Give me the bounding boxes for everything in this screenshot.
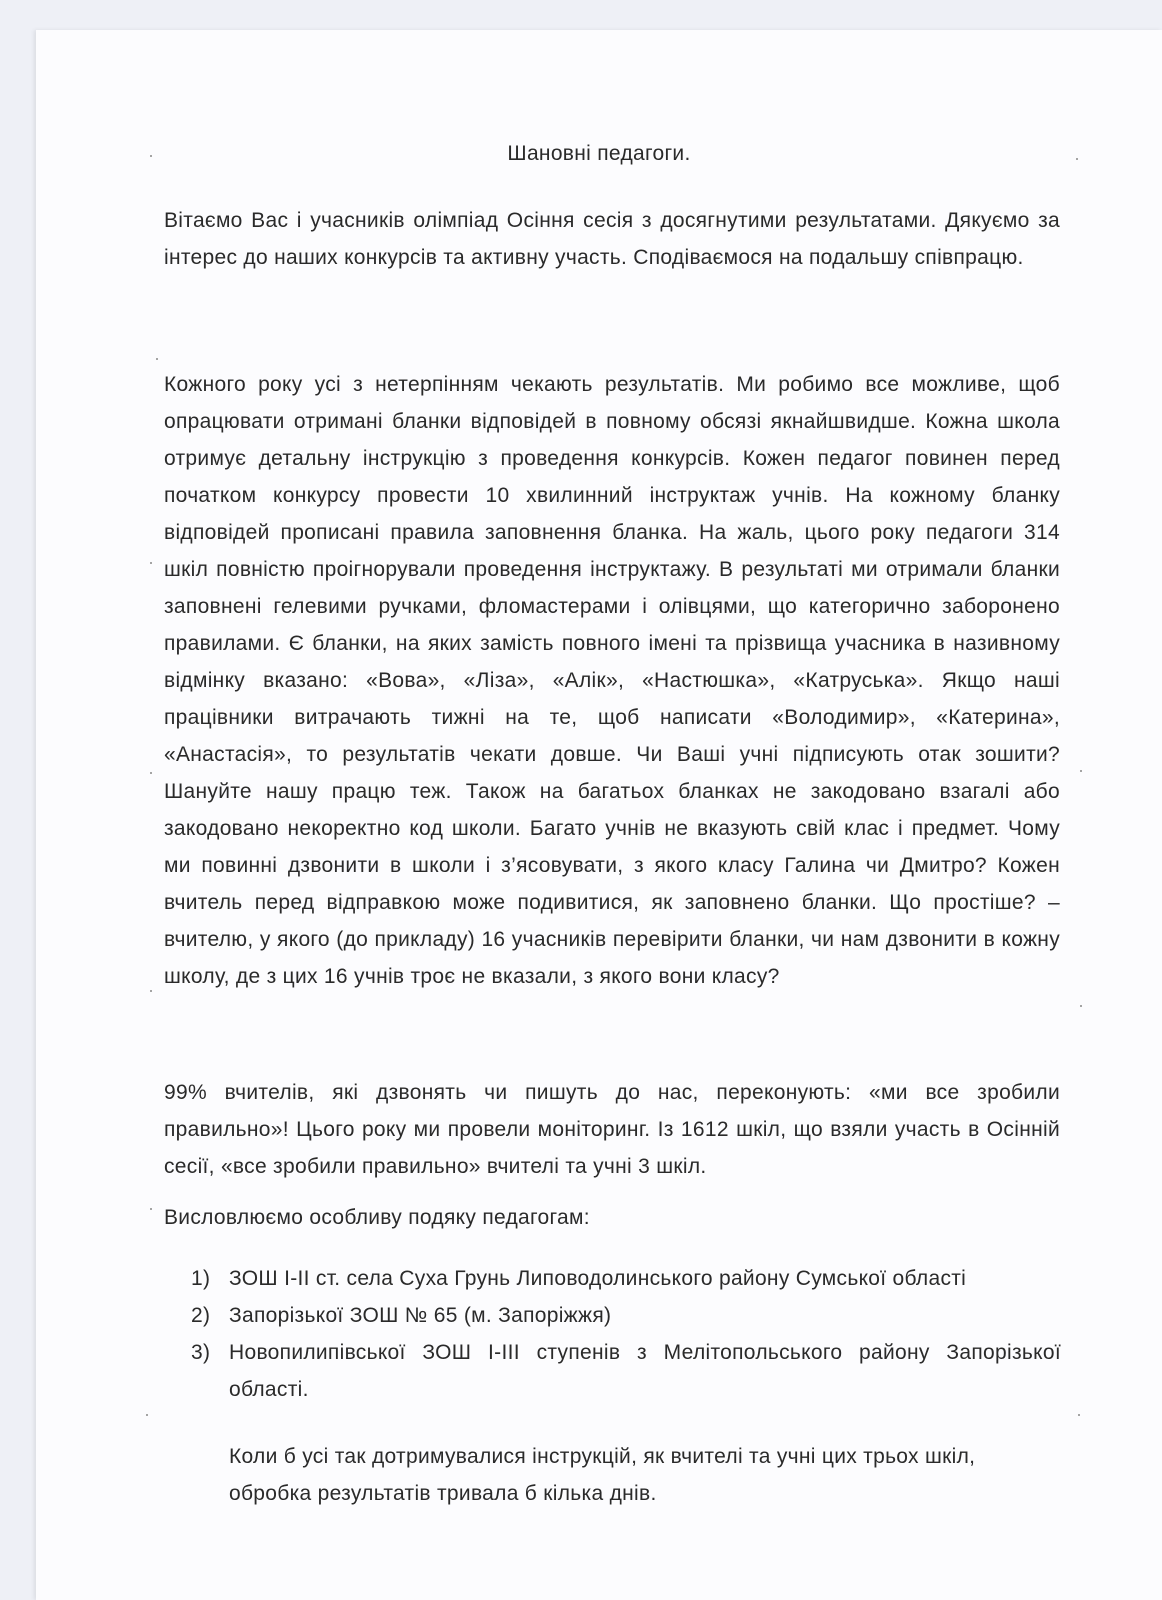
scan-speck [150, 772, 152, 774]
list-item-text: Запорізької ЗОШ № 65 (м. Запоріжжя) [229, 1304, 612, 1327]
paragraph-monitoring: 99% вчителів, які дзвонять чи пишуть до нас, переконують: «ми все зробили правильно»! Цього року ми провели моніторинг. Із 1612 шкіл, що взяли участь в Осінній сесії, «все зробили правильно» вчителі та учні 3 шкіл. [164, 1081, 1060, 1178]
paragraph-instructions-complaint: Кожного року усі з нетерпінням чекають результатів. Ми робимо все можливе, щоб опрацювати отримані бланки відповідей в повному обсязі якнайшвидше. Кожна школа отримує детальну інструкцію з проведення конкурсів. Кожен педагог повинен перед початком конкурсу провести 10 хвилинний інструктаж учнів. На кожному бланку відповідей прописані правила заповнення бланка. На жаль, цього року педагоги 314 шкіл повністю проігнорували проведення інструктажу. В результаті ми отримали бланки заповнені гелевими ручками, фломастерами і олівцями, що категорично заборонено правилами. Є бланки, на яких замість повного імені та прізвища учасника в називному відмінку вказано: «Вова», «Ліза», «Алік», «Настюшка», «Катруська». Якщо наші працівники витрачають тижні на те, щоб написати «Володимир», «Катерина», «Анастасія», то результатів чекати довше. Чи Ваші учні підписують отак зошити? Шануйте нашу працю теж. Також на багатьох бланках не закодовано взагалі або закодовано некоректно код школи. Багато учнів не вказують свій клас і предмет. Чому ми повинні дзвонити в школи і з’ясовувати, з якого класу Галина чи Дмитро? Кожен вчитель перед відправкою може подивитися, як заповнено бланки. Що простіше? – вчителю, у якого (до прикладу) 16 учасників перевірити бланки, чи нам дзвонити в кожну школу, де з цих 16 учнів троє не вказали, з якого вони класу? [164, 373, 1060, 988]
scan-speck [1080, 770, 1082, 772]
list-item-text: ЗОШ І-ІІ ст. села Суха Грунь Липоводолинського району Сумської області [229, 1267, 967, 1290]
letter-page [36, 30, 1162, 1600]
scan-speck [150, 155, 152, 157]
scan-speck [156, 358, 158, 360]
scan-speck [1076, 158, 1078, 160]
list-item [191, 1297, 1061, 1334]
list-item-number: 1) [191, 1267, 211, 1290]
scan-speck [1080, 1005, 1082, 1007]
paragraph-closing: Коли б усі так дотримувалися інструкцій, як вчителі та учні цих трьох шкіл, обробка результатів тривала б кілька днів. [229, 1445, 976, 1505]
scan-speck [1078, 1414, 1080, 1416]
letter-greeting: Шановні педагоги. [507, 142, 691, 165]
scan-speck [150, 990, 152, 992]
list-item [191, 1260, 1061, 1297]
paragraph-congratulations: Вітаємо Вас і учасників олімпіад Осіння сесія з досягнутими результатами. Дякуємо за інтерес до наших конкурсів та активну участь. Сподіваємося на подальшу співпрацю. [164, 209, 1060, 269]
schools-list [191, 1260, 1061, 1408]
paragraph-thanks-intro: Висловлюємо особливу подяку педагогам: [164, 1206, 590, 1229]
list-item [191, 1334, 1061, 1408]
scan-speck [146, 1414, 148, 1416]
scan-speck [150, 1208, 152, 1210]
list-item-text: Новопилипівської ЗОШ І-ІІІ ступенів з Мелітопольського району Запорізької області. [229, 1341, 1061, 1401]
list-item-number: 2) [191, 1304, 211, 1327]
scan-speck [150, 562, 152, 564]
list-item-number: 3) [191, 1341, 211, 1364]
